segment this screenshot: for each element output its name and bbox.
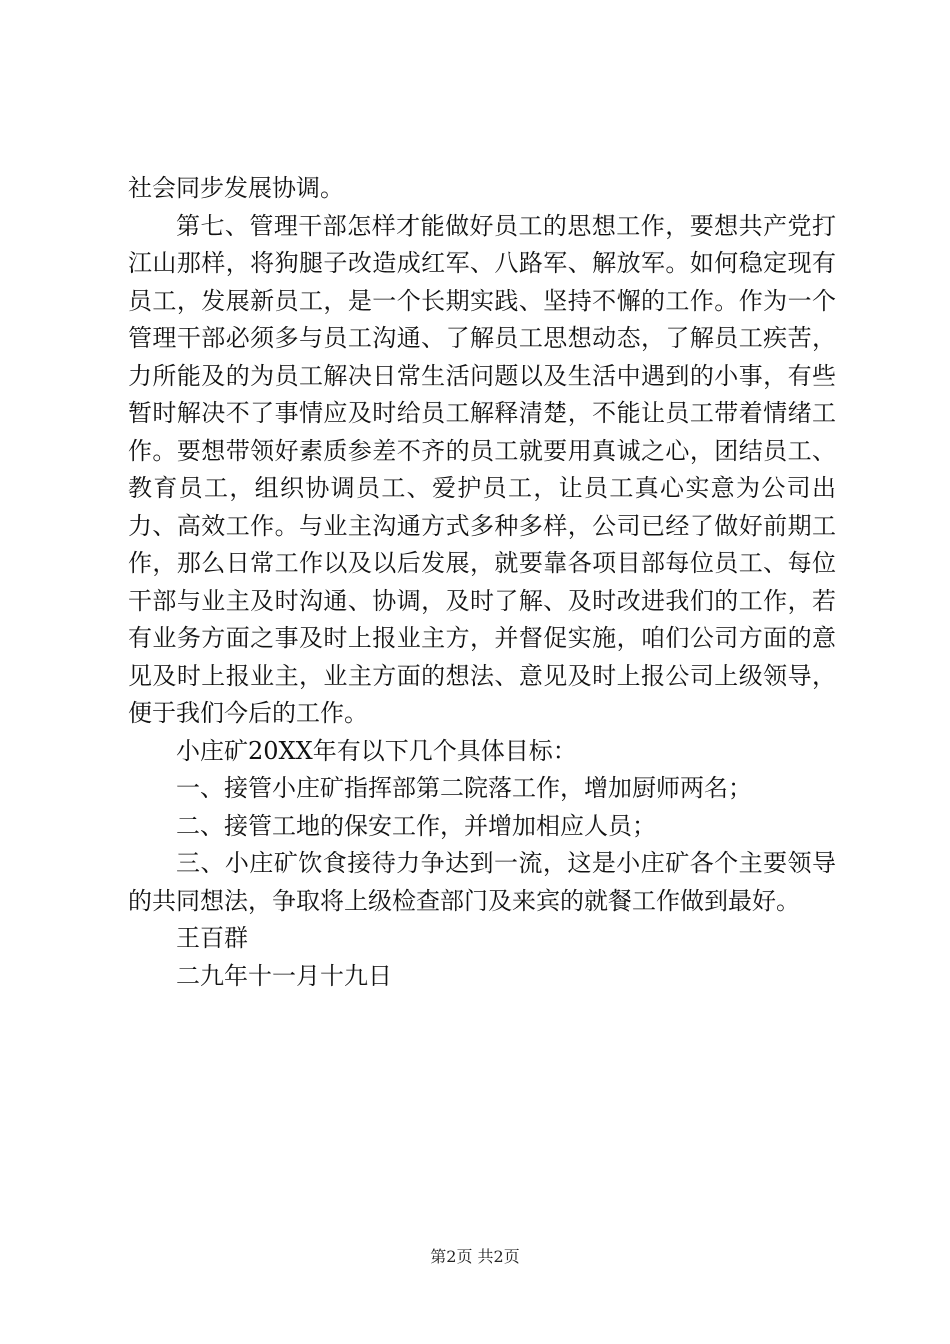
page-number-footer: 第2页 共2页 xyxy=(430,1247,520,1266)
signature-name: 王百群 xyxy=(176,924,248,952)
paragraph-section-seven: 第七、管理干部怎样才能做好员工的思想工作，要想共产党打江山那样，将狗腿子改造成红军、八路军、解放军。如何稳定现有员工，发展新员工，是一个长期实践、坚持不懈的工作。作为一个管理干部必须多与员工沟通、了解员工思想动态，了解员工疾苦，力所能及的为员工解决日常生活问题以及生活中遇到的小事，有些暂时解决不了事情应及时给员工解释清楚，不能让员工带着情绪工作。要想带领好素质参差不齐的员工就要用真诚之心，团结员工、教育员工，组织协调员工、爱护员工，让员工真心实意为公司出力、高效工作。与业主沟通方式多种多样，公司已经了做好前期工作，那么日常工作以及以后发展，就要靠各项目部每位员工、每位干部与业主及时沟通、协调，及时了解、及时改进我们的工作，若有业务方面之事及时上报业主方，并督促实施，咱们公司方面的意见及时上报业主，业主方面的想法、意见及时上报公司上级领导，便于我们今后的工作。 xyxy=(128,211,836,727)
goal-item-2: 二、接管工地的保安工作，并增加相应人员； xyxy=(176,811,656,840)
signature-date: 二九年十一月十九日 xyxy=(176,961,392,990)
paragraph-continuation: 社会同步发展协调。 xyxy=(128,174,344,202)
goal-item-3: 三、小庄矿饮食接待力争达到一流，这是小庄矿各个主要领导的共同想法，争取将上级检查部门及来宾的就餐工作做到最好。 xyxy=(128,849,836,915)
paragraph-goals-intro: 小庄矿20XX年有以下几个具体目标： xyxy=(176,736,577,765)
goal-item-1: 一、接管小庄矿指挥部第二院落工作，增加厨师两名； xyxy=(176,774,752,802)
document-body xyxy=(128,170,836,995)
